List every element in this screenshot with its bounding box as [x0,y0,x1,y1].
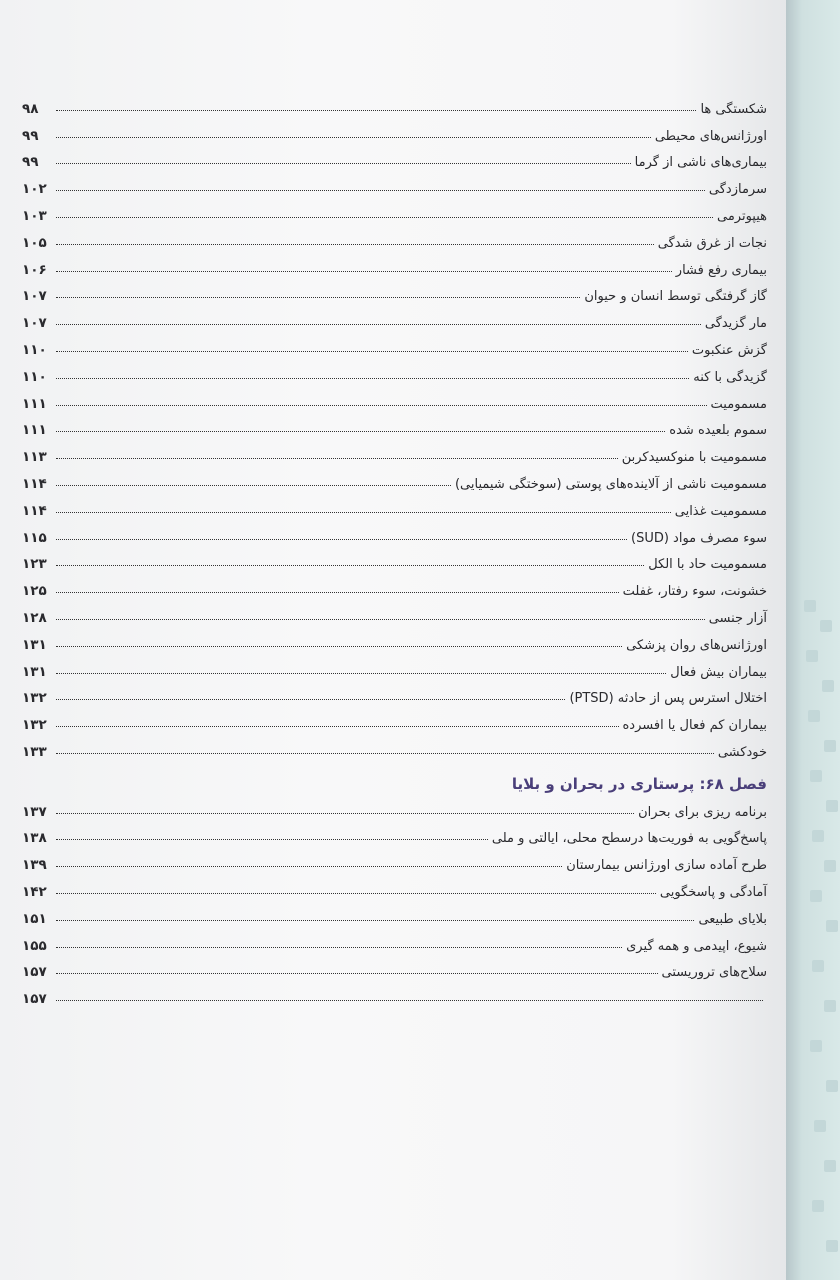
toc-page-number: ۱۲۵ [22,583,47,600]
toc-row [22,733,767,760]
toc-row [22,251,767,278]
leader-dots [56,973,658,974]
toc-page-number: ۱۲۳ [22,556,47,573]
toc-row [22,90,767,117]
toc-title: خشونت، سوء رفتار، غفلت [622,584,767,600]
toc-page-number: ۱۱۱ [22,395,47,412]
book-edge [786,0,840,1280]
toc-title: مسمومیت ناشی از آلاینده‌های پوستی (سوختگی شیمیایی) [454,476,767,492]
toc-page-number: ۱۳۹ [22,857,47,874]
leader-dots [56,405,707,406]
leader-dots [56,190,705,191]
leader-dots [56,753,714,754]
toc-title: شیوع، اپیدمی و همه گیری [626,938,767,954]
toc-page-number: ۱۱۵ [22,529,47,546]
leader-dots [56,920,694,921]
leader-dots [56,646,622,647]
toc-title: مسمومیت [710,396,767,412]
toc-page-number: ۹۸ [22,100,39,117]
leader-dots [56,893,656,894]
toc-title: گزیدگی با کنه [693,369,767,385]
toc-title: برنامه ریزی برای بحران [638,804,767,820]
toc-row [22,438,767,465]
toc-title: مار گزیدگی [704,316,767,332]
toc-title: پاسخ‌گویی به فوریت‌ها درسطح محلی، ایالتی و ملی [491,831,767,847]
toc-row [22,546,767,573]
toc-page-number: ۹۹ [22,154,39,171]
toc-page-number: ۱۲۸ [22,609,47,626]
leader-dots [56,512,671,513]
toc-title: شکستگی ها [700,101,767,117]
toc-row [22,358,767,385]
toc-row [22,572,767,599]
toc-page-number: ۱۰۳ [22,207,47,224]
toc-row [22,820,767,847]
leader-dots [56,699,565,700]
leader-dots [56,431,665,432]
toc-page-number: ۱۳۸ [22,830,47,847]
toc-page-number: ۱۳۱ [22,663,47,680]
toc-row [22,412,767,439]
toc-row [22,793,767,820]
toc-row [22,278,767,305]
toc-title: اورژانس‌های محیطی [654,128,767,144]
toc-page-number: ۱۵۱ [22,910,47,927]
toc-row [22,599,767,626]
toc-page-number: ۱۵۷ [22,991,47,1008]
leader-dots [56,565,644,566]
toc-row [22,117,767,144]
leader-dots [56,485,451,486]
toc-page-number: ۱۱۴ [22,502,47,519]
leader-dots [56,947,622,948]
toc-page-number: ۱۴۲ [22,883,47,900]
leader-dots [56,217,713,218]
toc-page-number: ۱۱۰ [22,341,47,358]
toc-row [22,680,767,707]
toc-title: مسمومیت حاد با الکل [648,557,767,573]
leader-dots [56,813,634,814]
toc-title: بیماران کم فعال یا افسرده [622,718,767,734]
toc-page-number: ۱۳۲ [22,717,47,734]
chapter-title: فصل ۶۸: پرستاری در بحران و بلایا [511,774,767,793]
toc-row [22,331,767,358]
toc-title: آزار جنسی [708,610,767,626]
leader-dots [56,297,580,298]
toc-row [22,304,767,331]
toc-title: گزش عنکبوت [691,342,767,358]
toc-page-number: ۱۰۲ [22,181,47,198]
leader-dots [56,592,619,593]
toc-page-number: ۱۳۱ [22,636,47,653]
leader-dots [56,458,618,459]
toc-page-number: ۱۳۷ [22,803,47,820]
toc-title: مسمومیت با منوکسیدکربن [621,450,767,466]
toc-title: گاز گرفتگی توسط انسان و حیوان [584,289,767,305]
toc-title: هیپوترمی [716,208,767,224]
toc-page-number: ۱۱۰ [22,368,47,385]
leader-dots [56,351,688,352]
toc-title: نجات از غرق شدگی [657,235,767,251]
toc-page-number: ۹۹ [22,127,39,144]
toc-page-number: ۱۱۴ [22,475,47,492]
toc-title: سوء مصرف مواد (SUD) [630,530,767,546]
toc-row [22,954,767,981]
toc-title: اختلال استرس پس از حادثه (PTSD) [569,691,767,707]
toc-row [22,465,767,492]
leader-dots [56,324,701,325]
toc-row [22,170,767,197]
toc-row [22,519,767,546]
toc-page-number: ۱۵۵ [22,937,47,954]
leader-dots [56,539,627,540]
toc-title: سرمازدگی [708,182,767,198]
toc-row [22,706,767,733]
table-of-contents [22,90,767,1007]
toc-page-number: ۱۳۳ [22,743,47,760]
toc-title: آمادگی و پاسخگویی [659,884,767,900]
toc-row-final [22,980,767,1007]
leader-dots [56,163,631,164]
toc-page-number: ۱۱۳ [22,449,47,466]
leader-dots [56,244,654,245]
toc-row [22,873,767,900]
toc-page-number: ۱۳۲ [22,690,47,707]
toc-title: بیماران بیش فعال [670,664,767,680]
toc-page-number: ۱۰۷ [22,288,47,305]
toc-row [22,144,767,171]
toc-page-number: ۱۰۷ [22,315,47,332]
toc-row [22,224,767,251]
leader-dots [56,726,619,727]
toc-row [22,927,767,954]
toc-title: طرح آماده سازی اورژانس بیمارستان [566,858,767,874]
leader-dots [56,137,651,138]
toc-title: بیماری رفع فشار [675,262,767,278]
toc-page-number: ۱۱۱ [22,422,47,439]
toc-row [22,626,767,653]
toc-title: بیماری‌های ناشی از گرما [634,155,767,171]
toc-row [22,385,767,412]
toc-row [22,653,767,680]
toc-title: بلایای طبیعی [698,911,767,927]
leader-dots [56,673,666,674]
leader-dots [56,866,562,867]
chapter-heading-row [22,766,767,793]
toc-row [22,197,767,224]
leader-dots [56,378,689,379]
leader-dots [56,619,705,620]
toc-title: خودکشی [717,744,767,760]
toc-page-number: ۱۵۷ [22,964,47,981]
leader-dots [56,1000,763,1001]
toc-title: اورژانس‌های روان پزشکی [626,637,767,653]
toc-title: سلاح‌های تروریستی [661,965,767,981]
leader-dots [56,271,672,272]
toc-page-number: ۱۰۵ [22,234,47,251]
toc-title: سموم بلعیده شده [669,423,767,439]
leader-dots [56,839,488,840]
leader-dots [56,110,696,111]
toc-title: مسمومیت غذایی [674,503,767,519]
toc-page-number: ۱۰۶ [22,261,47,278]
toc-row [22,900,767,927]
toc-row [22,846,767,873]
toc-row [22,492,767,519]
